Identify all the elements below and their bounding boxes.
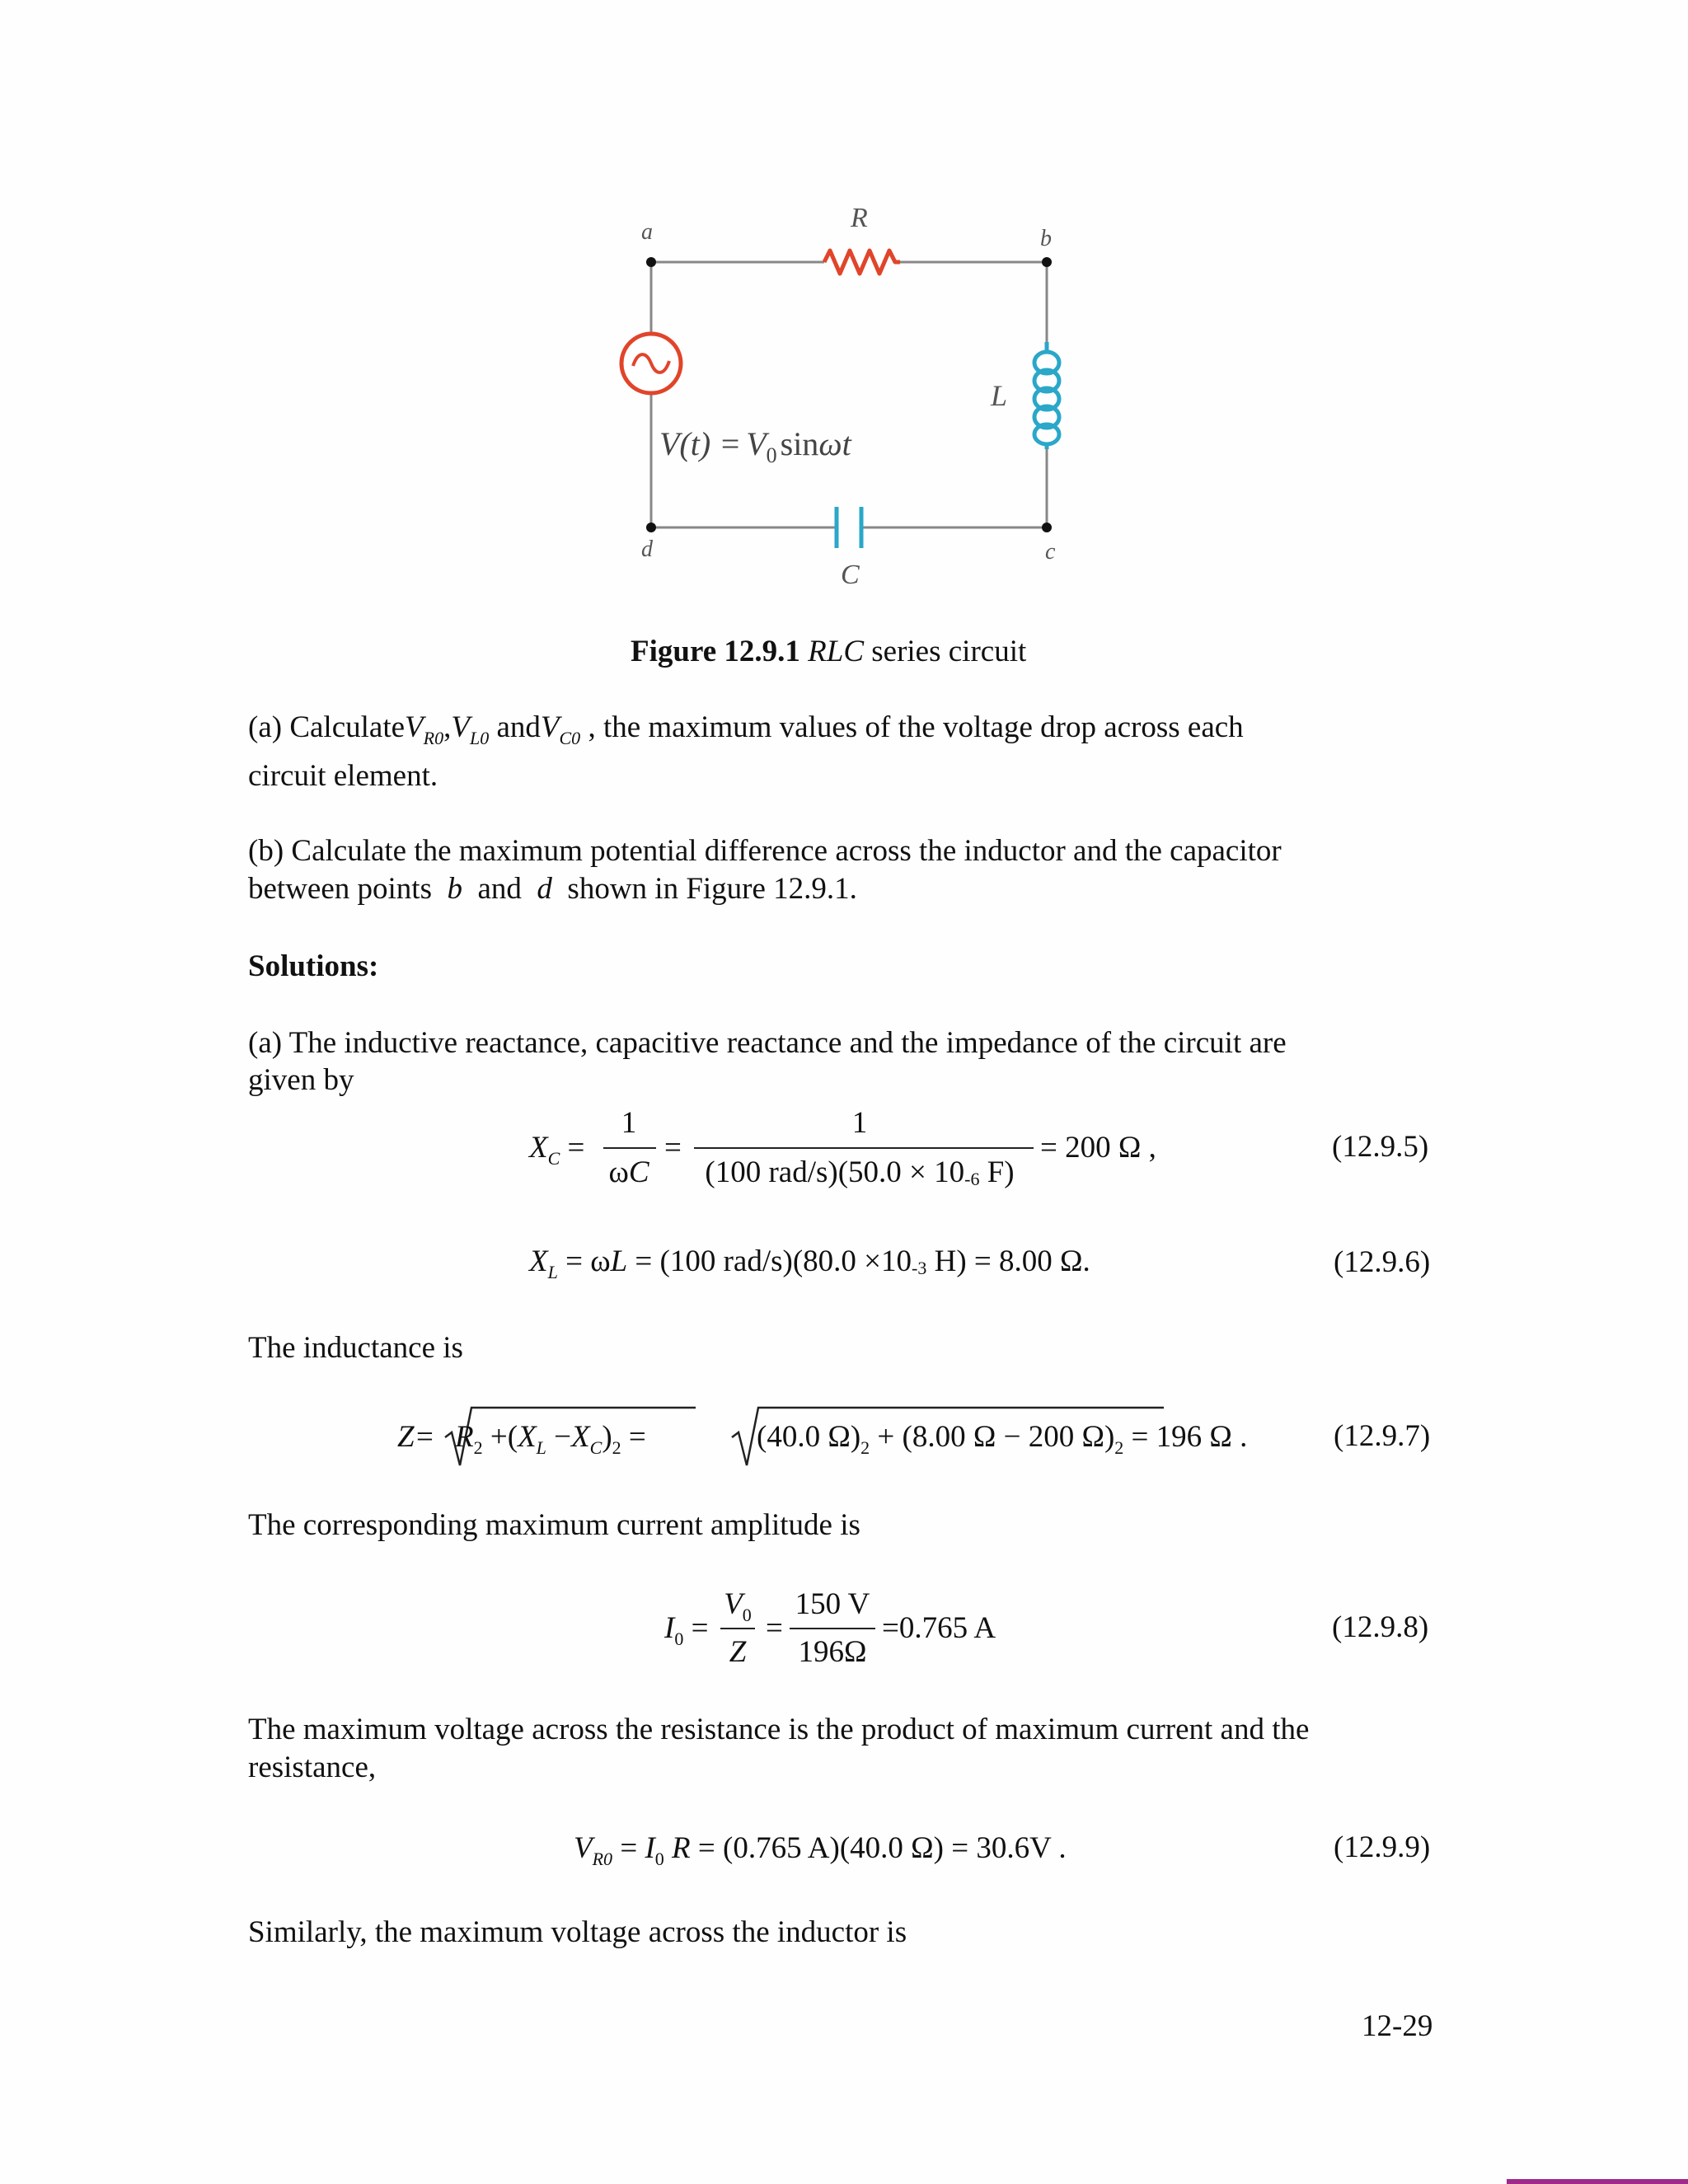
xc-frac1-den: ωC xyxy=(608,1155,649,1189)
z-sqrt2-body: (40.0 $\Omega)_2 + (8.00$ Ω − 200 $\Omega)_2 = 196$ Ω . xyxy=(757,1420,1248,1458)
part-b-question-line1: (b) Calculate the maximum potential difference across the inductor and the capacitor xyxy=(248,834,1282,868)
i0-frac2-den: 196Ω xyxy=(798,1635,867,1669)
equation-xl: $X_L = \omega L = (100$ rad/s)(80.0 ×10-3 H) = 8.00 Ω. xyxy=(529,1244,1090,1282)
i0-eq2: = xyxy=(766,1611,783,1645)
i0-frac1-num: $V_0$ xyxy=(724,1587,752,1625)
i0-result: =0.765 A xyxy=(882,1611,996,1645)
part-a-intro-line2: given by xyxy=(248,1063,354,1097)
eq-number-12-9-8: (12.9.8) xyxy=(1332,1610,1429,1644)
eq-number-12-9-7: (12.9.7) xyxy=(1334,1419,1431,1453)
current-text: The corresponding maximum current amplitude is xyxy=(248,1508,860,1542)
label-c: c xyxy=(1045,539,1056,565)
capacitor-symbol xyxy=(837,507,861,548)
inductor-text: Similarly, the maximum voltage across the inductor is xyxy=(248,1915,907,1949)
i0-frac2-line xyxy=(790,1628,875,1629)
rlc-circuit-figure xyxy=(577,190,1121,618)
i0-frac1-den: Z xyxy=(729,1635,747,1669)
ac-source-symbol xyxy=(621,334,681,393)
part-a-intro-line1: (a) The inductive reactance, capacitive reactance and the impedance of the circuit are xyxy=(248,1026,1287,1060)
i0-frac2-num: 150 V xyxy=(795,1587,870,1621)
xc-frac1-num: 1 xyxy=(621,1106,637,1140)
xc-frac2-num: 1 xyxy=(851,1106,868,1140)
page-number: 12-29 xyxy=(1362,2009,1433,2043)
source-label: $V(t) = V_0$ sinωt xyxy=(659,425,851,467)
node-a xyxy=(646,257,656,267)
circuit-wires xyxy=(651,262,1047,527)
label-b: b xyxy=(1040,226,1052,251)
label-L: L xyxy=(991,379,1008,412)
inductance-text: The inductance is xyxy=(248,1331,463,1365)
eq-number-12-9-6: (12.9.6) xyxy=(1334,1245,1431,1279)
resistor-symbol xyxy=(824,251,900,274)
z-lhs: Z= xyxy=(397,1420,435,1454)
xc-frac1-line xyxy=(603,1147,656,1149)
resistance-text-line2: resistance, xyxy=(248,1750,377,1784)
label-d: d xyxy=(641,537,653,562)
node-d xyxy=(646,523,656,532)
i0-frac1-line xyxy=(720,1628,755,1629)
node-c xyxy=(1042,523,1052,532)
figure-caption: Figure 12.9.1 RLC series circuit xyxy=(631,635,1027,668)
label-R: R xyxy=(851,203,868,233)
xc-frac2-den: (100 rad/s)(50.0 × 10-6 F) xyxy=(705,1155,1015,1189)
inductor-symbol xyxy=(1034,342,1059,449)
label-C: C xyxy=(841,560,860,590)
eq-number-12-9-5: (12.9.5) xyxy=(1332,1130,1429,1164)
equation-vr0: $V_{R0} = I_0$ R = (0.765 A)(40.0 Ω) = 30.6V . xyxy=(574,1831,1067,1869)
xc-eq2: = xyxy=(664,1131,682,1165)
part-a-question-line2: circuit element. xyxy=(248,759,438,793)
i0-lhs: $I_0$ = xyxy=(664,1611,709,1649)
xc-frac2-line xyxy=(694,1147,1034,1149)
resistance-text-line1: The maximum voltage across the resistance is the product of maximum current and the xyxy=(248,1713,1310,1746)
bottom-accent-bar xyxy=(1507,2179,1688,2184)
node-b xyxy=(1042,257,1052,267)
part-b-question-line2: between points b and d shown in Figure 12.9.1. xyxy=(248,872,857,906)
part-a-question-line1: (a) $CalculateV_{R0},V_{L0}$ andV$_{C0}$ , the maximum values of the voltage drop across each xyxy=(248,710,1244,748)
z-sqrt1-body: $R_2 +(X_L -X_C)_2$ = xyxy=(455,1420,646,1458)
eq-number-12-9-9: (12.9.9) xyxy=(1334,1830,1431,1864)
xc-lhs: $X_C$ = xyxy=(529,1131,585,1169)
solutions-heading: Solutions: xyxy=(248,949,379,983)
label-a: a xyxy=(641,219,653,245)
xc-result: = 200 Ω , xyxy=(1040,1131,1156,1165)
